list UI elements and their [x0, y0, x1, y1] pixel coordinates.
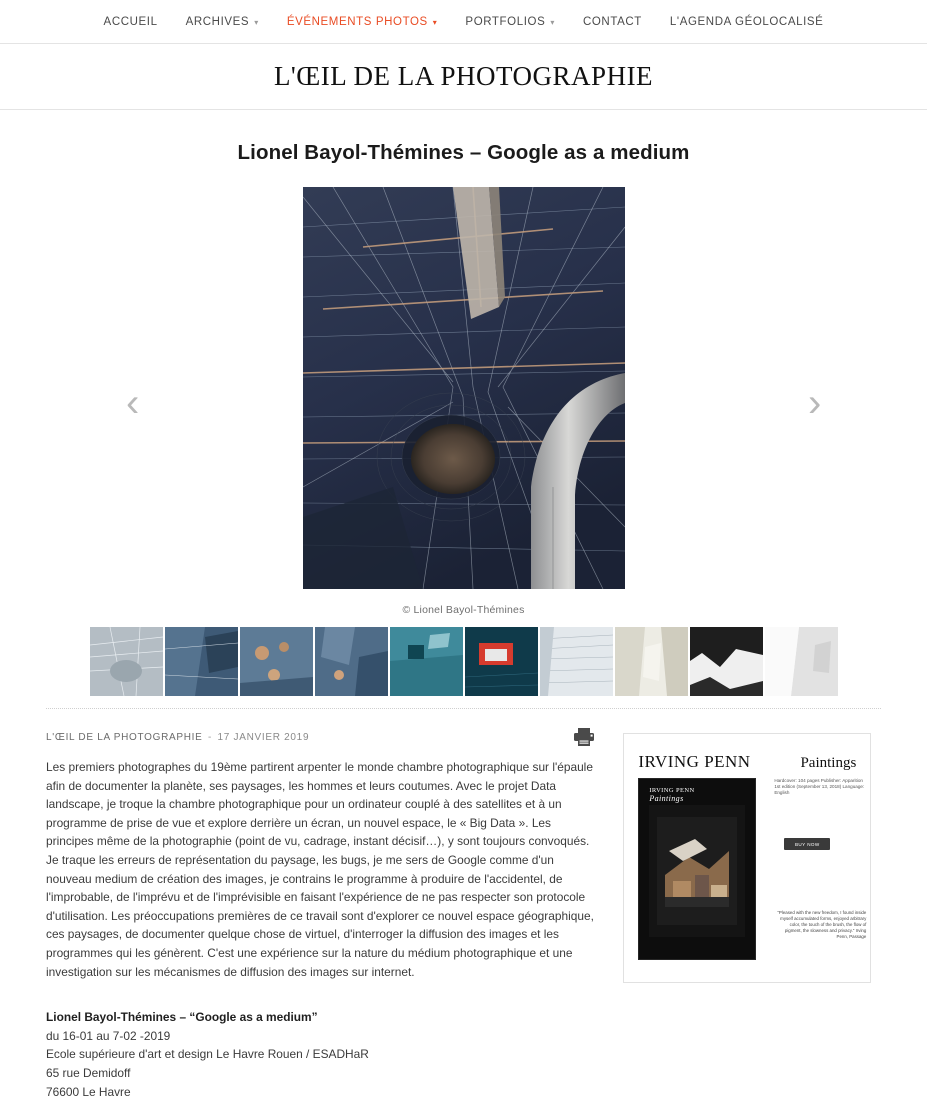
byline-row: [46, 722, 597, 752]
thumbnail-2[interactable]: [165, 627, 238, 696]
image-slider: [0, 187, 927, 597]
ad-book-cover: [638, 778, 756, 960]
article-body: Les premiers photographes du 19ème partirent arpenter le monde chambre photographique sur l'épaule afin de documenter la planète, ses paysages, les hommes et leurs coutumes. Avec le projet Data landscape, je troque la chambre photographique pour un ordinateur couplé à des satellites et à un programme de prise de vue et explore derrière un écran, un nouvel espace, le « Big Data ». Les principes même de la photographie (point de vu, cadrage, instant décisif…), y sont toujours convoqués. Je traque les erreurs de représentation du paysage, les bugs, je me sers de Google comme d'un nouveau medium de création des images, je contrains le programme à produire de l'accidentel, de l'improbable, de l'imprévu et de l'imprévisible en faisant l'expérience de ne pas respecter son protocole d'utilisation. Les préoccupations premières de ce travail sont d'explorer ce nouvel espace géographique, ces paysages, de documenter quelque chose de virtuel, d'interroger la diffusion des images et les programmes qui les génèrent. C'est une expérience sur la nature du médium photographique et une investigation sur les mécanismes de diffusion des images sur internet.: [46, 758, 597, 981]
thumbnail-4[interactable]: [315, 627, 388, 696]
nav-item-contact[interactable]: [569, 16, 656, 28]
event-details: [46, 1008, 597, 1101]
chevron-right-icon[interactable]: ›: [808, 383, 821, 423]
chevron-down-icon: ▾: [550, 19, 555, 27]
ad-subtitle: Paintings: [800, 755, 856, 772]
page-title: Lionel Bayol-Thémines – Google as a medium: [0, 141, 927, 165]
nav-list: [90, 16, 838, 28]
main-column: [46, 709, 623, 1101]
nav-item-evenements-photos[interactable]: [273, 16, 452, 28]
ad-meta: Hardcover: 104 pages Publisher: Apparition 1st edition (September 13, 2018) Language: English: [774, 778, 866, 796]
event-dates: du 16-01 au 7-02 -2019: [46, 1027, 597, 1046]
thumbnail-7[interactable]: [540, 627, 613, 696]
ad-buy-now-button[interactable]: BUY NOW: [784, 838, 830, 850]
chevron-down-icon: ▾: [254, 19, 259, 27]
byline-source: L'ŒIL DE LA PHOTOGRAPHIE: [46, 732, 203, 743]
ad-book-title-line2: Paintings: [649, 794, 683, 803]
nav-item-portfolios[interactable]: [451, 16, 569, 28]
thumbnail-6[interactable]: [465, 627, 538, 696]
thumbnail-1[interactable]: [90, 627, 163, 696]
byline-date: 17 JANVIER 2019: [218, 732, 310, 743]
nav-item-archives[interactable]: [172, 16, 273, 28]
chevron-left-icon[interactable]: ‹: [126, 383, 139, 423]
top-navigation-bar: [0, 0, 927, 44]
nav-item-label: ACCUEIL: [104, 16, 158, 28]
image-caption: © Lionel Bayol-Thémines: [0, 604, 927, 616]
thumbnail-8[interactable]: [615, 627, 688, 696]
nav-item-label: ÉVÉNEMENTS PHOTOS: [287, 16, 428, 28]
masthead: [0, 44, 927, 110]
thumbnail-10[interactable]: [765, 627, 838, 696]
chevron-down-icon: ▾: [433, 19, 438, 27]
nav-item-label: CONTACT: [583, 16, 642, 28]
thumbnail-strip: [0, 627, 927, 708]
print-button[interactable]: [571, 724, 597, 750]
nav-item-accueil[interactable]: [90, 16, 172, 28]
printer-icon: [573, 727, 595, 747]
ad-book-artwork: [649, 805, 745, 937]
thumbnail-5[interactable]: [390, 627, 463, 696]
ad-title: IRVING PENN: [638, 752, 750, 772]
advertisement-irving-penn[interactable]: [623, 733, 871, 983]
nav-item-agenda-geolocalise[interactable]: [656, 16, 838, 28]
ad-quote: “Pleased with the new freedom, I found inside myself accumulated forms, enjoyed arbitrary color, the touch of the brush, the flow of pigment, the slowness and privacy.” Irving Penn, Passage: [774, 910, 866, 940]
event-venue: Ecole supérieure d'art et design Le Havre Rouen / ESADHaR: [46, 1045, 597, 1064]
nav-item-label: PORTFOLIOS: [465, 16, 545, 28]
ad-book-title-line1: IRVING PENN: [649, 787, 694, 794]
ad-header: [624, 734, 870, 772]
thumbnail-9[interactable]: [690, 627, 763, 696]
byline-separator: -: [208, 732, 212, 743]
event-address: 65 rue Demidoff: [46, 1064, 597, 1083]
hero-image[interactable]: [303, 187, 625, 589]
nav-item-label: ARCHIVES: [186, 16, 250, 28]
ad-book-title: [649, 787, 694, 803]
event-title: Lionel Bayol-Thémines – “Google as a medium”: [46, 1008, 597, 1027]
content-area: [0, 709, 927, 1101]
nav-item-label: L'AGENDA GÉOLOCALISÉ: [670, 16, 824, 28]
sidebar: [623, 709, 881, 1101]
event-city: 76600 Le Havre: [46, 1083, 597, 1101]
site-logo[interactable]: L'ŒIL DE LA PHOTOGRAPHIE: [274, 61, 653, 92]
byline: [46, 732, 309, 743]
thumbnail-3[interactable]: [240, 627, 313, 696]
